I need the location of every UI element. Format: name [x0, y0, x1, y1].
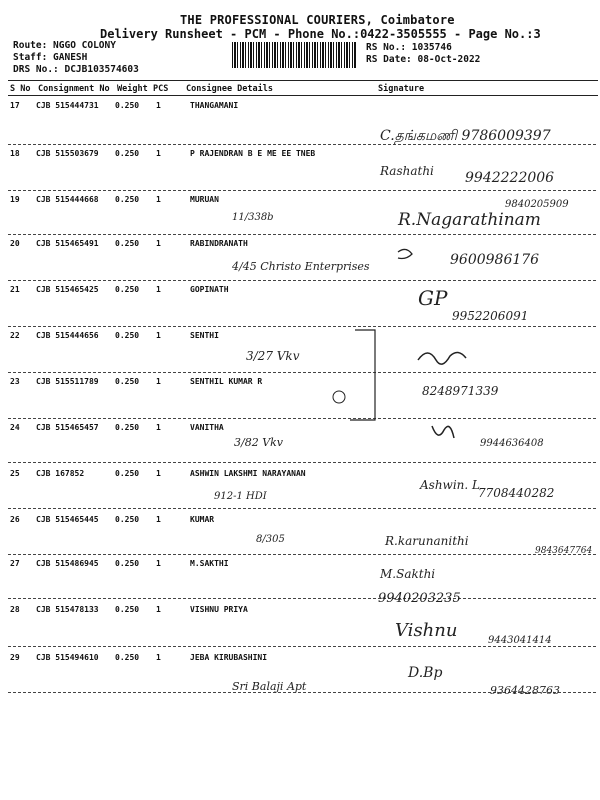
- hw-r19-sig: R.Nagarathinam: [398, 210, 541, 230]
- col-consignee: Consignee Details: [186, 84, 273, 94]
- row-weight: 0.250: [115, 285, 140, 294]
- hw-r19-addr: 11/338b: [232, 212, 274, 223]
- row-divider: [8, 372, 596, 373]
- row-consignee: JEBA KIRUBASHINI: [190, 653, 268, 662]
- row-pcs: 1: [156, 285, 161, 294]
- row-divider: [8, 144, 596, 145]
- row-pcs: 1: [156, 331, 161, 340]
- hw-r22-addr: 3/27 Vkv: [246, 349, 300, 363]
- row-consignment-no: CJB 515511789: [36, 377, 99, 386]
- row-pcs: 1: [156, 515, 161, 524]
- row-consignee: RABINDRANATH: [190, 239, 248, 248]
- header-top-rule: [8, 80, 598, 81]
- row-pcs: 1: [156, 377, 161, 386]
- row-sno: 24: [10, 423, 20, 432]
- row-sno: 19: [10, 195, 20, 204]
- hw-r20-mark: [398, 249, 412, 258]
- hw-r26-phone: 9843647764: [535, 546, 593, 556]
- rs-date: RS Date: 08-Oct-2022: [366, 54, 481, 65]
- row-weight: 0.250: [115, 101, 140, 110]
- row-consignee: VISHNU PRIYA: [190, 605, 248, 614]
- row-weight: 0.250: [115, 605, 140, 614]
- barcode: [232, 42, 357, 68]
- row-divider: [8, 554, 596, 555]
- col-sno: S No: [10, 84, 31, 94]
- row-consignee: M.SAKTHI: [190, 559, 229, 568]
- row-sno: 20: [10, 239, 20, 248]
- row-consignment-no: CJB 515503679: [36, 149, 99, 158]
- col-pcs: PCS: [153, 84, 169, 94]
- row-consignment-no: CJB 515444656: [36, 331, 99, 340]
- row-consignee: VANITHA: [190, 423, 224, 432]
- row-consignee: SENTHIL KUMAR R: [190, 377, 263, 386]
- row-pcs: 1: [156, 149, 161, 158]
- row-consignment-no: CJB 515478133: [36, 605, 99, 614]
- hw-r29-sig: D.Bp: [408, 665, 443, 681]
- row-weight: 0.250: [115, 653, 140, 662]
- row-pcs: 1: [156, 239, 161, 248]
- row-sno: 23: [10, 377, 20, 386]
- col-signature: Signature: [378, 84, 425, 94]
- row-sno: 28: [10, 605, 20, 614]
- row-weight: 0.250: [115, 331, 140, 340]
- hw-r21-sig: GP: [418, 286, 448, 310]
- hw-r26-addr: 8/305: [256, 534, 285, 545]
- row-weight: 0.250: [115, 149, 140, 158]
- row-consignment-no: CJB 515465425: [36, 285, 99, 294]
- hw-r18-name: Rashathi: [380, 164, 434, 178]
- row-divider: [8, 190, 596, 191]
- row-divider: [8, 462, 596, 463]
- row-pcs: 1: [156, 605, 161, 614]
- row-pcs: 1: [156, 469, 161, 478]
- col-weight: Weight: [117, 84, 148, 94]
- row-consignment-no: CJB 515465445: [36, 515, 99, 524]
- hw-r17-sig: C.தங்கமணி 9786009397: [380, 128, 551, 144]
- hw-r24-addr: 3/82 Vkv: [234, 436, 284, 449]
- hw-r23-phone: 8248971339: [422, 384, 499, 398]
- row-sno: 18: [10, 149, 20, 158]
- hw-r27-phone: 9940203235: [378, 591, 461, 606]
- row-pcs: 1: [156, 101, 161, 110]
- hw-r26-sig: R.karunanithi: [385, 534, 469, 548]
- row-pcs: 1: [156, 195, 161, 204]
- hw-r25-sig: Ashwin. L: [420, 478, 480, 492]
- row-divider: [8, 508, 596, 509]
- row-consignment-no: CJB 515486945: [36, 559, 99, 568]
- row-pcs: 1: [156, 653, 161, 662]
- row-consignee: KUMAR: [190, 515, 215, 524]
- col-consignment: Consignment No: [38, 84, 110, 94]
- row-weight: 0.250: [115, 469, 140, 478]
- hw-r25-phone: 7708440282: [478, 486, 555, 500]
- hw-r18-phone: 9942222006: [465, 170, 555, 186]
- hw-r24-sig: [432, 426, 454, 438]
- row-weight: 0.250: [115, 377, 140, 386]
- row-sno: 22: [10, 331, 20, 340]
- hw-r28-sig: Vishnu: [395, 620, 458, 641]
- runsheet-subtitle: Delivery Runsheet - PCM - Phone No.:0422-3505555 - Page No.:3: [100, 27, 541, 41]
- row-consignee: THANGAMANI: [190, 101, 239, 110]
- row-divider: [8, 234, 596, 235]
- hw-bracket: [350, 330, 375, 420]
- hw-r21-phone: 9952206091: [452, 309, 529, 323]
- hw-r24-phone: 9944636408: [480, 438, 544, 449]
- row-weight: 0.250: [115, 423, 140, 432]
- hw-r20-phone: 9600986176: [450, 252, 540, 268]
- row-divider: [8, 598, 596, 599]
- row-weight: 0.250: [115, 195, 140, 204]
- row-consignee: ASHWIN LAKSHMI NARAYANAN: [190, 469, 306, 478]
- row-sno: 29: [10, 653, 20, 662]
- row-pcs: 1: [156, 423, 161, 432]
- hw-r29-addr: Sri Balaji Apt: [232, 680, 307, 693]
- route-label: Route: NGGO COLONY: [13, 40, 116, 51]
- row-consignment-no: CJB 515494610: [36, 653, 99, 662]
- row-weight: 0.250: [115, 515, 140, 524]
- hw-r23-sig: [418, 352, 466, 364]
- staff-label: Staff: GANESH: [13, 52, 88, 63]
- hw-r29-phone: 9364428763: [490, 684, 560, 697]
- hw-r19-phone: 9840205909: [505, 199, 569, 210]
- hw-r25-addr: 912-1 HDI: [214, 491, 267, 502]
- hw-r20-addr: 4/45 Christo Enterprises: [232, 260, 370, 273]
- row-divider: [8, 326, 596, 327]
- drs-number: DRS No.: DCJB103574603: [13, 64, 139, 75]
- row-consignment-no: CJB 167852: [36, 469, 85, 478]
- row-consignee: MURUAN: [190, 195, 219, 204]
- row-consignment-no: CJB 515444731: [36, 101, 99, 110]
- row-pcs: 1: [156, 559, 161, 568]
- hw-r28-phone: 9443041414: [488, 635, 552, 646]
- row-weight: 0.250: [115, 239, 140, 248]
- row-consignee: SENTHI: [190, 331, 219, 340]
- row-consignment-no: CJB 515444668: [36, 195, 99, 204]
- row-sno: 27: [10, 559, 20, 568]
- row-divider: [8, 280, 596, 281]
- header-bottom-rule: [8, 95, 598, 96]
- rs-number: RS No.: 1035746: [366, 42, 452, 53]
- hw-r27-sig: M.Sakthi: [380, 567, 436, 581]
- hw-circle-mark: [333, 391, 345, 403]
- row-consignee: P RAJENDRAN B E ME EE TNEB: [190, 149, 316, 158]
- row-sno: 26: [10, 515, 20, 524]
- row-weight: 0.250: [115, 559, 140, 568]
- row-sno: 21: [10, 285, 20, 294]
- row-consignment-no: CJB 515465491: [36, 239, 99, 248]
- row-divider: [8, 692, 596, 693]
- company-title: THE PROFESSIONAL COURIERS, Coimbatore: [180, 13, 455, 27]
- row-sno: 25: [10, 469, 20, 478]
- row-consignment-no: CJB 515465457: [36, 423, 99, 432]
- row-divider: [8, 418, 596, 419]
- row-divider: [8, 646, 596, 647]
- row-sno: 17: [10, 101, 20, 110]
- row-consignee: GOPINATH: [190, 285, 229, 294]
